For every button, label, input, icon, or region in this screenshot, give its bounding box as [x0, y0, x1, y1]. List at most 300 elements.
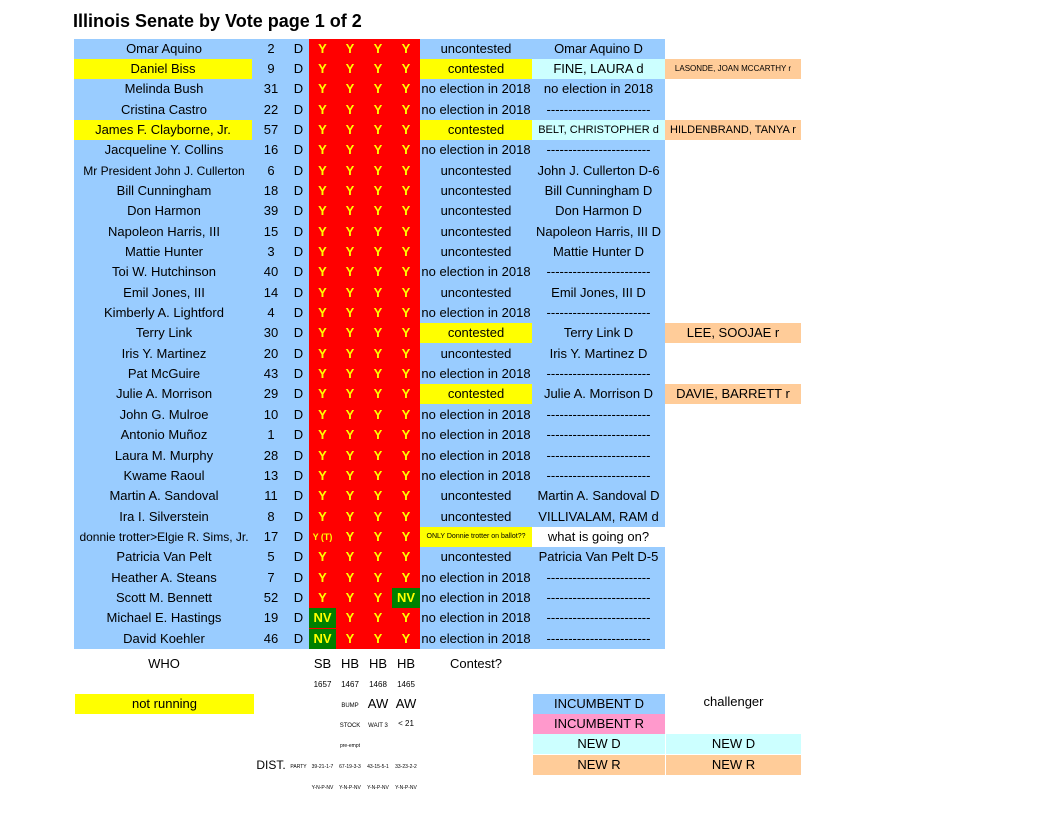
vote-1: Y	[318, 162, 327, 178]
contest-status: no election in 2018	[421, 366, 531, 382]
vote-2: Y	[345, 467, 355, 483]
vote-3: Y	[373, 244, 383, 259]
contest-status: no election in 2018	[421, 589, 531, 605]
vote-3: Y	[373, 121, 383, 137]
vote-4: Y	[401, 142, 411, 158]
district-number: 11	[264, 488, 278, 504]
vote-4: Y	[401, 528, 411, 544]
vote-2: Y	[345, 345, 355, 361]
ballot-candidate: ------------------------	[546, 264, 651, 280]
vote-3: Y	[373, 345, 383, 361]
party: D	[293, 467, 304, 483]
vote-4: Y	[401, 569, 411, 585]
vote-3: Y	[373, 630, 383, 646]
district-number: 2	[267, 40, 275, 56]
who-header: WHO	[148, 656, 180, 671]
senator-name: Heather A. Steans	[111, 569, 217, 585]
contest-status: uncontested	[440, 549, 512, 565]
contest-status: contested	[420, 384, 532, 404]
vote-4: Y	[401, 406, 411, 422]
ballot-candidate: what is going on?	[532, 527, 665, 547]
tally-key-4: Y-N-P-NV	[395, 785, 417, 791]
ballot-candidate: ------------------------	[546, 305, 651, 321]
tally-key-2: Y-N-P-NV	[339, 785, 361, 791]
ballot-candidate: ------------------------	[546, 366, 651, 382]
vote-2: Y	[345, 366, 355, 382]
vote-tally-4: 33-23-2-2	[395, 764, 417, 770]
district-number: 39	[263, 203, 279, 219]
senator-name: James F. Clayborne, Jr.	[74, 120, 252, 140]
vote-2: Y	[345, 142, 355, 158]
senator-name: Laura M. Murphy	[114, 447, 214, 463]
senator-name: Michael E. Hastings	[106, 610, 222, 626]
vote-3: Y	[373, 508, 383, 524]
ballot-candidate: ------------------------	[546, 630, 651, 646]
stock-label: STOCK	[339, 723, 361, 729]
ballot-candidate: ------------------------	[546, 589, 651, 605]
vote-2: Y	[345, 284, 355, 300]
party: D	[293, 386, 304, 402]
bump-label: BUMP	[341, 703, 359, 709]
senator-name: John G. Mulroe	[119, 406, 209, 422]
vote-4: Y	[401, 182, 411, 198]
district-number: 28	[263, 447, 279, 463]
vote-1: Y	[318, 325, 327, 341]
vote-1: Y	[318, 488, 327, 504]
senator-name: Terry Link	[135, 325, 193, 341]
contest-status: no election in 2018	[421, 610, 531, 626]
contest-status: uncontested	[440, 284, 512, 300]
bill-number-3: 1468	[369, 680, 387, 689]
aw-label-2: AW	[395, 696, 417, 711]
party: D	[293, 284, 304, 300]
party: D	[293, 305, 304, 321]
vote-2: Y	[345, 508, 355, 524]
vote-2: Y	[345, 244, 355, 259]
ballot-candidate: Martin A. Sandoval D	[537, 488, 660, 504]
vote-4: Y	[401, 40, 411, 56]
vote-3: Y	[373, 589, 383, 605]
vote-3: Y	[373, 284, 383, 300]
senator-name: Jacqueline Y. Collins	[104, 142, 224, 158]
party: D	[293, 528, 304, 544]
vote-4: Y	[401, 284, 411, 300]
senator-name: Mr President John J. Cullerton	[83, 163, 245, 178]
party: D	[293, 264, 304, 280]
ballot-candidate: ------------------------	[546, 467, 651, 483]
vote-2: Y	[345, 528, 355, 544]
vote-tally-3: 43-15-5-1	[367, 764, 389, 770]
district-number: 16	[263, 142, 279, 158]
ballot-candidate: Terry Link D	[563, 325, 634, 341]
vote-3: Y	[373, 386, 383, 402]
district-number: 19	[263, 610, 279, 626]
ballot-candidate: ------------------------	[546, 142, 651, 158]
vote-1: Y	[318, 386, 327, 402]
district-number: 29	[263, 386, 279, 402]
vote-2: Y	[345, 386, 355, 402]
vote-2: Y	[345, 427, 355, 443]
contest-status: contested	[420, 59, 532, 79]
district-number: 6	[267, 162, 275, 178]
contest-status: no election in 2018	[421, 467, 531, 483]
senator-name: Scott M. Bennett	[115, 589, 213, 605]
vote-4: Y	[401, 508, 411, 524]
bill-number-1: 1657	[313, 680, 332, 689]
senator-name: Ira I. Silverstein	[119, 508, 209, 524]
party: D	[293, 610, 304, 626]
district-number: 31	[263, 81, 279, 97]
vote-4: Y	[401, 427, 411, 443]
vote-4: Y	[401, 60, 411, 76]
vote-3: Y	[373, 447, 383, 463]
bill-number-2: 1467	[341, 680, 359, 689]
vote-4: Y	[401, 305, 411, 321]
senator-name: Bill Cunningham	[116, 182, 212, 198]
vote-3: Y	[373, 406, 383, 422]
contest-header: Contest?	[449, 656, 503, 671]
legend-not-running: not running	[75, 694, 254, 714]
vote-3: Y	[373, 610, 383, 626]
vote-1: NV	[309, 608, 336, 628]
wait-label: WAIT 3	[368, 723, 388, 729]
contest-status: no election in 2018	[421, 427, 531, 443]
senator-name: Toi W. Hutchinson	[111, 264, 217, 280]
vote-2: Y	[345, 325, 355, 341]
contest-status: uncontested	[440, 203, 512, 219]
tally-key-3: Y-N-P-NV	[367, 785, 389, 791]
vote-4: Y	[401, 386, 411, 402]
hb-header-3: HB	[396, 656, 416, 671]
hb-header-2: HB	[368, 656, 388, 671]
vote-2: Y	[345, 162, 355, 178]
vote-4: Y	[401, 610, 411, 626]
district-number: 30	[263, 325, 279, 341]
senator-name: Pat McGuire	[127, 366, 201, 382]
contest-status: no election in 2018	[421, 264, 531, 280]
vote-3: Y	[373, 488, 383, 504]
ballot-candidate: no election in 2018	[543, 81, 654, 97]
party: D	[293, 121, 304, 137]
senator-name: Don Harmon	[127, 203, 201, 219]
vote-1: Y	[318, 549, 327, 565]
vote-1: Y	[318, 142, 327, 158]
challenger-name: DAVIE, BARRETT r	[665, 384, 801, 404]
contest-status: uncontested	[440, 508, 512, 524]
vote-4: Y	[401, 244, 411, 259]
vote-3: Y	[373, 549, 383, 565]
vote-1: Y	[318, 121, 327, 137]
ballot-candidate: Iris Y. Martinez D	[549, 345, 648, 361]
sb-header: SB	[313, 656, 332, 671]
ballot-candidate: ------------------------	[546, 610, 651, 626]
senator-name: Cristina Castro	[121, 101, 207, 117]
vote-2: Y	[345, 488, 355, 504]
vote-3: Y	[373, 305, 383, 321]
senator-name: Antonio Muñoz	[120, 427, 208, 443]
vote-4: Y	[401, 366, 411, 382]
contest-status: no election in 2018	[421, 447, 531, 463]
party: D	[293, 549, 304, 565]
challenger-name: LASONDE, JOAN MCCARTHY r	[665, 59, 801, 79]
vote-1: Y	[318, 264, 327, 280]
vote-2: Y	[345, 589, 355, 605]
party: D	[293, 508, 304, 524]
district-number: 46	[263, 630, 279, 646]
legend-new-r-challenger: NEW R	[666, 755, 801, 775]
vote-3: Y	[373, 467, 383, 483]
vote-3: Y	[373, 162, 383, 178]
vote-1: Y	[318, 81, 327, 97]
party: D	[293, 244, 304, 259]
legend-new-r: NEW R	[533, 755, 665, 775]
ballot-candidate: Omar Aquino D	[554, 40, 643, 56]
party: D	[293, 325, 304, 341]
contest-status: no election in 2018	[421, 630, 531, 646]
vote-1: Y	[318, 284, 327, 300]
senator-name: Mattie Hunter	[124, 244, 204, 259]
senator-name: Daniel Biss	[74, 59, 252, 79]
vote-4: Y	[401, 101, 411, 117]
contest-status: no election in 2018	[421, 142, 531, 158]
ballot-candidate: ------------------------	[546, 569, 651, 585]
contest-status: uncontested	[440, 40, 512, 56]
district-number: 22	[263, 101, 279, 117]
senator-name: Napoleon Harris, III	[108, 223, 220, 239]
party: D	[293, 142, 304, 158]
vote-3: Y	[373, 569, 383, 585]
vote-1: Y	[318, 101, 327, 117]
district-number: 10	[263, 406, 279, 422]
vote-3: Y	[373, 182, 383, 198]
senator-name: Patricia Van Pelt	[116, 549, 212, 565]
vote-3: Y	[373, 427, 383, 443]
vote-3: Y	[373, 264, 383, 280]
party: D	[293, 60, 304, 76]
vote-3: Y	[373, 101, 383, 117]
party: D	[293, 203, 304, 219]
challenger-name: LEE, SOOJAE r	[665, 323, 801, 343]
vote-4: Y	[401, 345, 411, 361]
party: D	[293, 366, 304, 382]
vote-3: Y	[373, 60, 383, 76]
contest-status: ONLY Donnie trotter on ballot??	[420, 527, 532, 547]
district-number: 9	[267, 60, 275, 76]
contest-status: contested	[420, 323, 532, 343]
vote-1: Y	[318, 244, 327, 259]
party: D	[293, 81, 304, 97]
district-number: 13	[263, 467, 279, 483]
ballot-candidate: FINE, LAURA d	[532, 59, 665, 79]
ballot-candidate: ------------------------	[546, 101, 651, 117]
vote-2: Y	[345, 549, 355, 565]
district-number: 5	[267, 549, 275, 565]
vote-2: Y	[345, 264, 355, 280]
contest-status: no election in 2018	[421, 305, 531, 321]
district-number: 43	[263, 366, 279, 382]
legend-incumbent-d: INCUMBENT D	[533, 694, 665, 714]
vote-2: Y	[345, 447, 355, 463]
vote-3: Y	[373, 203, 383, 219]
district-number: 17	[263, 528, 279, 544]
vote-4: Y	[401, 223, 411, 239]
party: D	[293, 427, 304, 443]
senator-name: Kimberly A. Lightford	[104, 305, 224, 321]
vote-3: Y	[373, 223, 383, 239]
party-label: PARTY	[290, 764, 307, 770]
district-number: 20	[263, 345, 279, 361]
vote-3: Y	[373, 142, 383, 158]
challenger-name: HILDENBRAND, TANYA r	[665, 120, 801, 140]
district-number: 1	[267, 427, 275, 443]
vote-1: Y	[318, 40, 327, 56]
ballot-candidate: Napoleon Harris, III D	[536, 223, 661, 239]
contest-status: uncontested	[440, 345, 512, 361]
vote-1: Y	[318, 447, 327, 463]
district-number: 7	[267, 569, 275, 585]
vote-3: Y	[373, 325, 383, 341]
vote-3: Y	[373, 528, 383, 544]
under-21-label: < 21	[398, 719, 414, 728]
senator-name: David Koehler	[123, 630, 205, 646]
page-title: Illinois Senate by Vote page 1 of 2	[73, 11, 362, 31]
party: D	[293, 182, 304, 198]
dist-label: DIST.	[256, 758, 286, 772]
vote-1: Y	[318, 305, 327, 321]
vote-2: Y	[345, 305, 355, 321]
contest-status: no election in 2018	[421, 81, 531, 97]
vote-1: Y (T)	[312, 531, 333, 542]
vote-1: Y	[318, 569, 327, 585]
party: D	[293, 345, 304, 361]
party: D	[293, 488, 304, 504]
vote-4: Y	[401, 630, 411, 646]
ballot-candidate: Bill Cunningham D	[544, 182, 653, 198]
ballot-candidate: ------------------------	[546, 427, 651, 443]
vote-tally-2: 67-19-3-3	[339, 764, 361, 770]
vote-4: Y	[401, 81, 411, 97]
vote-4: Y	[401, 162, 411, 178]
vote-2: Y	[345, 406, 355, 422]
vote-2: Y	[345, 81, 355, 97]
party: D	[293, 162, 304, 178]
contest-status: uncontested	[440, 162, 512, 178]
vote-2: Y	[345, 60, 355, 76]
vote-4: Y	[401, 121, 411, 137]
ballot-candidate: John J. Cullerton D-6	[537, 162, 660, 178]
preempt-label: pre-empt	[339, 743, 360, 749]
party: D	[293, 447, 304, 463]
ballot-candidate: BELT, CHRISTOPHER d	[532, 120, 665, 140]
vote-3: Y	[373, 40, 383, 56]
ballot-candidate: VILLIVALAM, RAM d	[538, 508, 659, 524]
vote-2: Y	[345, 203, 355, 219]
contest-status: uncontested	[440, 223, 512, 239]
senator-name: donnie trotter>Elgie R. Sims, Jr.	[79, 529, 249, 544]
contest-status: uncontested	[440, 182, 512, 198]
ballot-candidate: ------------------------	[546, 447, 651, 463]
ballot-candidate: Don Harmon D	[555, 203, 642, 219]
vote-4: Y	[401, 325, 411, 341]
vote-4: Y	[401, 549, 411, 565]
party: D	[293, 101, 304, 117]
vote-4: NV	[392, 588, 420, 608]
vote-2: Y	[345, 121, 355, 137]
bill-number-4: 1465	[397, 680, 415, 689]
legend-new-d: NEW D	[533, 734, 665, 754]
vote-1: Y	[318, 203, 327, 219]
vote-2: Y	[345, 223, 355, 239]
vote-4: Y	[401, 447, 411, 463]
vote-1: Y	[318, 406, 327, 422]
vote-2: Y	[345, 101, 355, 117]
party: D	[293, 40, 304, 56]
vote-2: Y	[345, 569, 355, 585]
senator-name: Omar Aquino	[126, 40, 202, 56]
party: D	[293, 589, 304, 605]
vote-1: NV	[309, 629, 336, 649]
senator-name: Melinda Bush	[124, 81, 204, 97]
vote-1: Y	[318, 182, 327, 198]
legend-incumbent-r: INCUMBENT R	[533, 714, 665, 734]
ballot-candidate: Mattie Hunter D	[552, 244, 645, 259]
party: D	[293, 223, 304, 239]
party: D	[293, 569, 304, 585]
district-number: 57	[263, 121, 279, 137]
vote-2: Y	[345, 182, 355, 198]
party: D	[293, 406, 304, 422]
ballot-candidate: Emil Jones, III D	[551, 284, 646, 300]
senator-name: Julie A. Morrison	[115, 386, 213, 402]
party: D	[293, 630, 304, 646]
contest-status: no election in 2018	[421, 569, 531, 585]
senator-name: Emil Jones, III	[123, 284, 205, 300]
district-number: 14	[263, 284, 279, 300]
legend-challenger: challenger	[703, 694, 764, 709]
vote-2: Y	[345, 610, 355, 626]
tally-key-1: Y-N-P-NV	[311, 785, 334, 791]
vote-1: Y	[318, 508, 327, 524]
vote-1: Y	[318, 60, 327, 76]
vote-2: Y	[345, 630, 355, 646]
senator-name: Martin A. Sandoval	[109, 488, 219, 504]
vote-1: Y	[318, 345, 327, 361]
ballot-candidate: Julie A. Morrison D	[543, 386, 654, 402]
vote-4: Y	[401, 467, 411, 483]
vote-1: Y	[318, 366, 327, 382]
vote-3: Y	[373, 81, 383, 97]
district-number: 18	[263, 182, 279, 198]
vote-1: Y	[318, 467, 327, 483]
ballot-candidate: Patricia Van Pelt D-5	[538, 549, 659, 565]
vote-2: Y	[345, 40, 355, 56]
vote-1: Y	[318, 589, 327, 605]
district-number: 40	[263, 264, 279, 280]
vote-3: Y	[373, 366, 383, 382]
contest-status: no election in 2018	[421, 406, 531, 422]
senator-name: Kwame Raoul	[123, 467, 205, 483]
vote-4: Y	[401, 203, 411, 219]
contest-status: uncontested	[440, 488, 512, 504]
vote-1: Y	[318, 427, 327, 443]
district-number: 4	[267, 305, 275, 321]
ballot-candidate: ------------------------	[546, 406, 651, 422]
legend-new-d-challenger: NEW D	[666, 734, 801, 754]
vote-4: Y	[401, 488, 411, 504]
hb-header-1: HB	[340, 656, 360, 671]
contest-status: no election in 2018	[421, 101, 531, 117]
contest-status: uncontested	[440, 244, 512, 259]
